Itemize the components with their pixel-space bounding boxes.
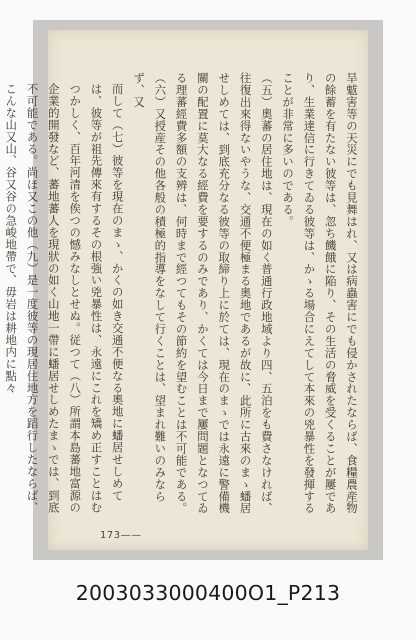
archive-identifier-caption: 2003033000400O1_P213 (75, 581, 341, 605)
paragraph: 旱魃害等の天災にでも見舞はれ、又は病蟲害にでも侵かされたならば、食糧農産物の餘蓄を有たない彼等は、忽ち饑餓に陥り、その生活の脅威を受くることが屢であり、生業達信に行きてゐる彼等は、かゝる場合にえてして本來の兇暴性を發揮することが非常に多いのである。 (281, 72, 359, 515)
paragraph: 而して（七）彼等を現在のまゝ、かくの如き交通不便なる奧地に蟠居せしめては、彼等が祖先傳來有するその根強い兇暴性は、永遠にこれを矯め正すことはむつかしく、百年河清を俟つの憾みなしとせぬ。従つて（八）所謂本島蕃地富源の企業的開發など、蕃地蕃人を現狀の如く山地一帶に蟠居せしめたまゝでは、到底不可能である。尚ほ又この他（九）是一度彼等の現居住地方を蹈行したならば、こんな山又山、谷又谷の急峻地帶で、毋岩は耕地内に點々 (4, 83, 125, 514)
book-page (4, 30, 368, 550)
vertical-text-block (4, 72, 362, 524)
page-number: 173—— (100, 530, 142, 541)
paragraph: （五）奧蕃の居住地は、現在の如く普通行政地域より四、五泊をも費さなければ、往復出來得ないやうな、交通不便極まる奧地であるが故に、此所に古來のまゝ蟠居せしめては、到底充分なる彼等の取締り上に於ては、現在のまゝでは永遠に警備機關の配置に莫大なる經費を要するのみであり、かくては今日まで屢問題となつてゐる理蕃經費多額の支辨は、何時まで經つてもその節約を望むことは不可能である。 (174, 72, 274, 515)
paragraph: （六）又授産その他各般の積極的指導をなして行くことは、望まれ難いのみならず、又 (132, 72, 168, 503)
